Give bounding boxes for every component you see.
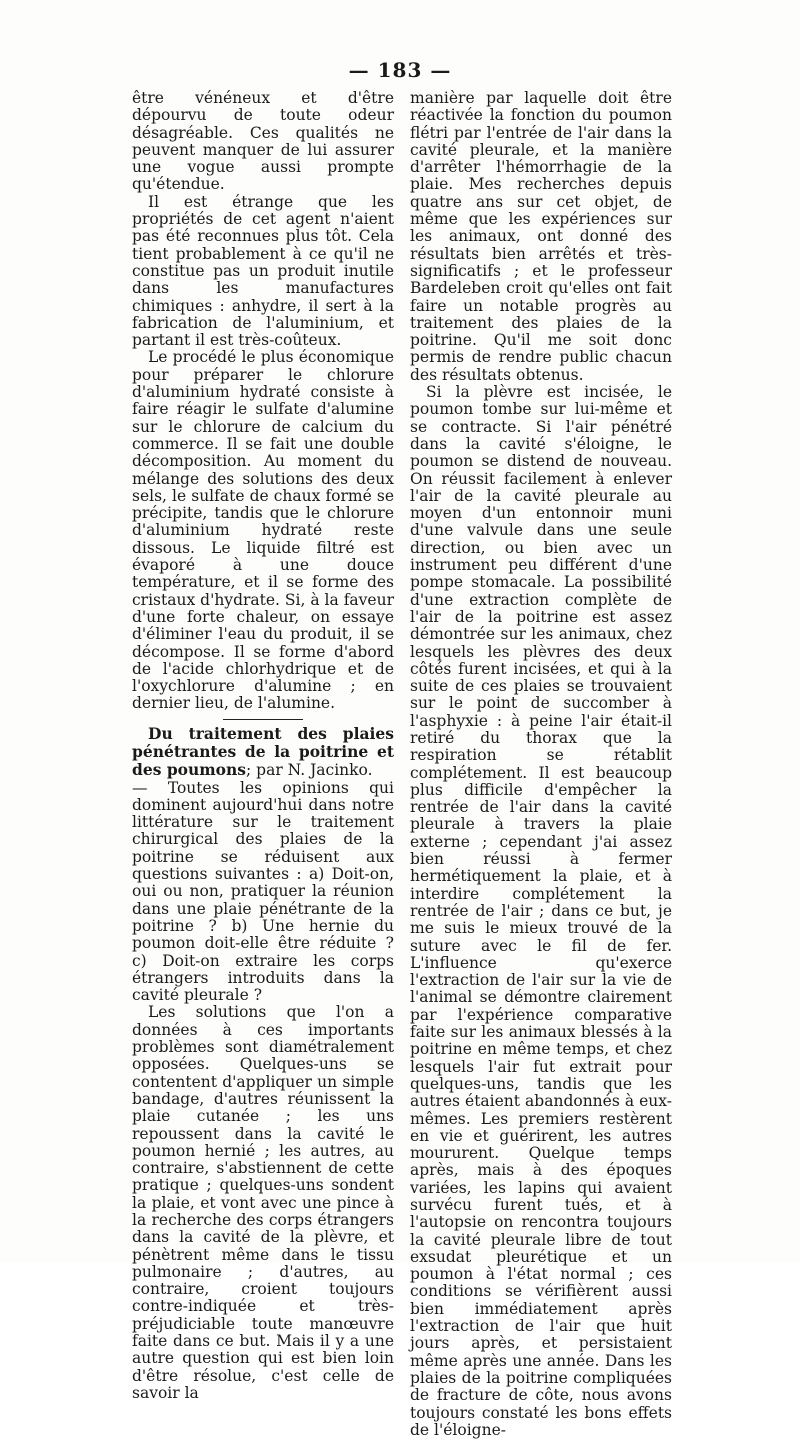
paragraph: — Toutes les opinions qui dominent aujourd'hui dans notre littérature sur le traitement chirurgical des plaies de la poitrine se réduisent aux questions suivantes : a) Doit-on, oui ou non, pratiquer la réunion dans une plaie pénétrante de la poitrine ? b) Une hernie du poumon doit-elle être réduite ? c) Doit-on extraire les corps étrangers introduits dans la cavité pleurale ?	[132, 778, 394, 1005]
paragraph: Il est étrange que les propriétés de cet agent n'aient pas été reconnues plus tôt. Cela tient probablement à ce qu'il ne constitue pas un produit inutile dans les manufactures chimiques : anhydre, il sert à la fabrication de l'aluminium, et partant il est très-coûteux.	[132, 192, 394, 350]
paragraph: Le procédé le plus économique pour préparer le chlorure d'aluminium hydraté consiste à faire réagir le sulfate d'alumine sur le chlorure de calcium du commerce. Il se fait une double décomposition. Au moment du mélange des solutions des deux sels, le sulfate de chaux formé se précipite, tandis que le chlorure d'aluminium hydraté reste dissous. Le liquide filtré est évaporé à une douce température, et il se forme des cristaux d'hydrate. Si, à la faveur d'une forte chaleur, on essaye d'éliminer l'eau du produit, il se décompose. Il se forme d'abord de l'acide chlorhydrique et de l'oxychlorure d'alumine ; en dernier lieu, de l'alumine.	[132, 348, 394, 713]
section-title: Du traitement des plaies pénétrantes de la poitrine et des poumons	[132, 723, 394, 780]
paragraph: Les solutions que l'on a données à ces importants problèmes sont diamétralement opposées. Quelques-uns se contentent d'appliquer un simple bandage, d'autres réunissent la plaie cutanée ; les uns repoussent dans la cavité le poumon hernié ; les autres, au contraire, s'abstiennent de cette pratique ; quelques-uns sondent la plaie, et vont avec une pince à la recherche des corps étrangers dans la cavité de la plèvre, et pénètrent même dans le tissu pulmonaire ; d'autres, au contraire, croient toujours contre-indiquée et très-préjudiciable toute manœuvre faite dans ce but. Mais il y a une autre question qui est bien loin d'être résolue, c'est celle de savoir la	[132, 1003, 394, 1402]
paragraph: manière par laquelle doit être réactivée la fonction du poumon flétri par l'entrée de l'air dans la cavité pleurale, et la manière d'arrêter l'hémorrhagie de la plaie. Mes recherches depuis quatre ans sur cet objet, de même que les expériences sur les animaux, ont donné des résultats bien arrêtés et très-significatifs ; et le professeur Bardeleben croit qu'elles ont fait faire un notable progrès au traitement des plaies de la poitrine. Qu'il me soit donc permis de rendre public chacun des résultats obtenus.	[410, 89, 672, 384]
right-column	[410, 90, 672, 1439]
section-heading-paragraph	[132, 725, 394, 780]
paragraph: être vénéneux et d'être dépourvu de toute odeur désagréable. Ces qualités ne peuvent manquer de lui assurer une vogue aussi prompte qu'étendue.	[132, 89, 394, 194]
paragraph: Si la plèvre est incisée, le poumon tombe sur lui-même et se contracte. Si l'air pénétré dans la cavité s'éloigne, le poumon se distend de nouveau. On réussit facilement à enlever l'air de la cavité pleurale au moyen d'un entonnoir muni d'une valvule dans une seule direction, ou bien avec un instrument peu différent d'une pompe stomacale. La possibilité d'une extraction complète de l'air de la poitrine est assez démontrée sur les animaux, chez lesquels les plèvres des deux côtés furent incisées, et qui à la suite de ces plaies se trouvaient sur le point de succomber à l'asphyxie : à peine l'air était-il retiré du thorax que la respiration se rétablit complétement. Il est beaucoup plus difficile d'empêcher la rentrée de l'air dans la cavité pleurale à travers la plaie externe ; cependant j'ai assez bien réussi à fermer hermétiquement la plaie, et à interdire complétement la rentrée de l'air ; dans ce but, je me suis le mieux trouvé de la suture avec le fil de fer. L'influence qu'exerce l'extraction de l'air sur la vie de l'animal se démontre clairement par l'expérience comparative faite sur les animaux blessés à la poitrine en même temps, et chez lesquels l'air fut extrait pour quelques-uns, tandis que les autres étaient abandonnés à eux-mêmes. Les premiers restèrent en vie et guérirent, les autres moururent. Quelque temps après, mais à des époques variées, les lapins qui avaient survécu furent tués, et à l'autopsie on rencontra toujours la cavité pleurale libre de tout exsudat pleurétique et un poumon à l'état normal ; ces conditions se vérifièrent aussi bien immédiatement après l'extraction de l'air que huit jours après, et persistaient même après une année. Dans les plaies de la poitrine compliquées de fracture de côte, nous avons toujours constaté les bons effets de l'éloigne-	[410, 383, 672, 1439]
left-column	[132, 90, 394, 1402]
section-author: ; par N. Jacinko.	[246, 761, 373, 780]
section-divider	[223, 719, 303, 720]
page-number: — 183 —	[348, 58, 452, 82]
